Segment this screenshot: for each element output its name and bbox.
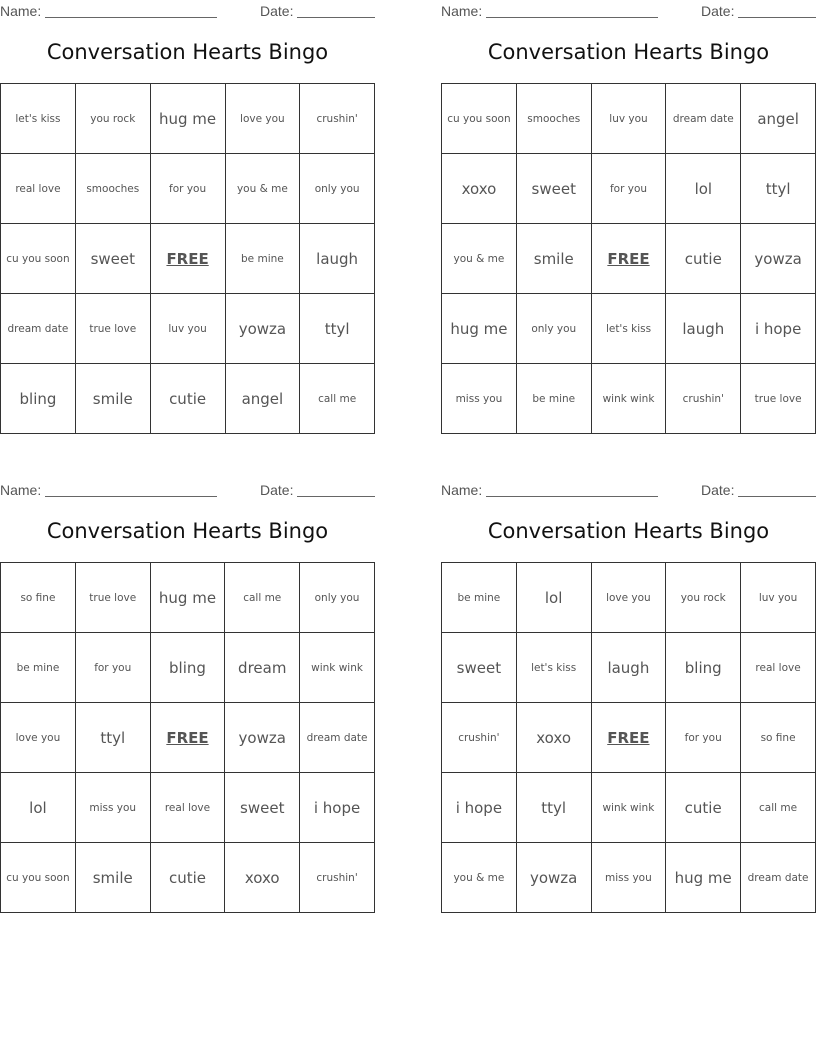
grid-row [1, 84, 375, 154]
grid-cell[interactable]: i hope [442, 773, 517, 843]
bingo-grid [0, 83, 375, 434]
grid-cell[interactable]: let's kiss [1, 84, 76, 154]
grid-cell[interactable]: crushin' [300, 843, 375, 913]
date-line[interactable] [738, 17, 816, 18]
grid-cell[interactable]: you & me [225, 154, 300, 224]
date-line[interactable] [297, 496, 375, 497]
grid-cell[interactable]: dream date [1, 294, 76, 364]
bingo-card [0, 479, 375, 887]
grid-cell[interactable]: only you [516, 294, 591, 364]
card-title: Conversation Hearts Bingo [487, 40, 770, 64]
grid-cell[interactable]: dream date [300, 703, 375, 773]
grid-row [442, 364, 816, 434]
grid-cell[interactable]: lol [1, 773, 76, 843]
grid-row [442, 294, 816, 364]
grid-cell[interactable]: sweet [516, 154, 591, 224]
grid-cell[interactable]: i hope [300, 773, 375, 843]
name-line[interactable] [45, 496, 217, 497]
grid-cell[interactable]: miss you [75, 773, 150, 843]
grid-cell[interactable]: only you [300, 563, 375, 633]
grid-cell[interactable]: cutie [150, 364, 225, 434]
grid-row [1, 773, 375, 843]
bingo-card [0, 0, 375, 408]
card-title: Conversation Hearts Bingo [46, 519, 329, 543]
grid-cell[interactable]: hug me [666, 843, 741, 913]
name-label: Name: [0, 482, 42, 498]
grid-row [442, 154, 816, 224]
grid-cell[interactable]: you rock [666, 563, 741, 633]
grid-cell[interactable]: you & me [442, 843, 517, 913]
grid-cell[interactable]: miss you [442, 364, 517, 434]
grid-cell[interactable]: dream date [666, 84, 741, 154]
grid-cell[interactable]: bling [150, 633, 225, 703]
grid-row [442, 224, 816, 294]
card-title: Conversation Hearts Bingo [487, 519, 770, 543]
grid-cell[interactable]: xoxo [225, 843, 300, 913]
bingo-card [441, 0, 816, 405]
grid-cell[interactable]: smile [516, 224, 591, 294]
grid-cell[interactable]: laugh [666, 294, 741, 364]
grid-cell[interactable]: be mine [225, 224, 300, 294]
grid-cell[interactable]: let's kiss [516, 633, 591, 703]
grid-cell[interactable]: real love [150, 773, 225, 843]
grid-row [1, 224, 375, 294]
free-space[interactable]: FREE [150, 224, 225, 294]
grid-cell[interactable]: ttyl [75, 703, 150, 773]
grid-cell[interactable]: i hope [741, 294, 816, 364]
grid-cell[interactable]: cu you soon [442, 84, 517, 154]
grid-cell[interactable]: smile [75, 364, 150, 434]
grid-cell[interactable]: crushin' [666, 364, 741, 434]
grid-row [442, 703, 816, 773]
grid-cell[interactable]: ttyl [741, 154, 816, 224]
grid-cell[interactable]: real love [741, 633, 816, 703]
grid-cell[interactable]: angel [225, 364, 300, 434]
grid-cell[interactable]: laugh [300, 224, 375, 294]
date-label: Date: [260, 482, 294, 498]
bingo-grid [441, 83, 816, 434]
grid-cell[interactable]: luv you [150, 294, 225, 364]
grid-cell[interactable]: dream date [741, 843, 816, 913]
grid-cell[interactable]: bling [1, 364, 76, 434]
grid-cell[interactable]: be mine [442, 563, 517, 633]
grid-cell[interactable]: angel [741, 84, 816, 154]
grid-cell[interactable]: sweet [75, 224, 150, 294]
grid-cell[interactable]: love you [591, 563, 666, 633]
grid-cell[interactable]: be mine [516, 364, 591, 434]
grid-row [1, 154, 375, 224]
grid-cell[interactable]: wink wink [591, 364, 666, 434]
grid-cell[interactable]: for you [150, 154, 225, 224]
grid-row [442, 563, 816, 633]
date-line[interactable] [738, 496, 816, 497]
free-space[interactable]: FREE [591, 224, 666, 294]
bingo-grid [441, 562, 816, 913]
grid-cell[interactable]: sweet [442, 633, 517, 703]
grid-cell[interactable]: true love [741, 364, 816, 434]
grid-cell[interactable]: call me [741, 773, 816, 843]
grid-cell[interactable]: love you [225, 84, 300, 154]
card-title: Conversation Hearts Bingo [46, 40, 329, 64]
grid-cell[interactable]: wink wink [300, 633, 375, 703]
grid-row [442, 84, 816, 154]
grid-cell[interactable]: only you [300, 154, 375, 224]
grid-cell[interactable]: wink wink [591, 773, 666, 843]
date-label: Date: [701, 3, 735, 19]
date-label: Date: [701, 482, 735, 498]
grid-cell[interactable]: crushin' [300, 84, 375, 154]
free-space[interactable]: FREE [150, 703, 225, 773]
grid-cell[interactable]: dream [225, 633, 300, 703]
grid-row [1, 563, 375, 633]
grid-cell[interactable]: miss you [591, 843, 666, 913]
grid-row [1, 633, 375, 703]
grid-cell[interactable]: hug me [150, 84, 225, 154]
grid-row [1, 843, 375, 913]
grid-cell[interactable]: for you [75, 633, 150, 703]
grid-cell[interactable]: xoxo [442, 154, 517, 224]
grid-cell[interactable]: hug me [150, 563, 225, 633]
grid-cell[interactable]: bling [666, 633, 741, 703]
grid-cell[interactable]: for you [666, 703, 741, 773]
grid-cell[interactable]: ttyl [516, 773, 591, 843]
grid-row [442, 773, 816, 843]
grid-cell[interactable]: cu you soon [1, 843, 76, 913]
grid-cell[interactable]: lol [516, 563, 591, 633]
grid-cell[interactable]: luv you [741, 563, 816, 633]
name-label: Name: [441, 482, 483, 498]
grid-cell[interactable]: laugh [591, 633, 666, 703]
bingo-grid [0, 562, 375, 913]
grid-cell[interactable]: call me [225, 563, 300, 633]
grid-cell[interactable]: true love [75, 294, 150, 364]
grid-cell[interactable]: yowza [225, 703, 300, 773]
grid-cell[interactable]: cutie [150, 843, 225, 913]
grid-cell[interactable]: lol [666, 154, 741, 224]
name-label: Name: [0, 3, 42, 19]
grid-cell[interactable]: true love [75, 563, 150, 633]
grid-cell[interactable]: for you [591, 154, 666, 224]
name-line[interactable] [486, 496, 658, 497]
grid-cell[interactable]: ttyl [300, 294, 375, 364]
grid-cell[interactable]: yowza [516, 843, 591, 913]
name-date-bar [441, 479, 816, 501]
date-label: Date: [260, 3, 294, 19]
name-line[interactable] [486, 17, 658, 18]
grid-cell[interactable]: cu you soon [1, 224, 76, 294]
grid-row [1, 703, 375, 773]
grid-cell[interactable]: smooches [75, 154, 150, 224]
grid-cell[interactable]: cutie [666, 224, 741, 294]
grid-cell[interactable]: luv you [591, 84, 666, 154]
grid-cell[interactable]: be mine [1, 633, 76, 703]
name-date-bar [0, 0, 375, 22]
name-date-bar [441, 0, 816, 22]
grid-cell[interactable]: let's kiss [591, 294, 666, 364]
grid-cell[interactable]: cutie [666, 773, 741, 843]
grid-row [1, 364, 375, 434]
bingo-card [441, 479, 816, 887]
name-label: Name: [441, 3, 483, 19]
grid-cell[interactable]: sweet [225, 773, 300, 843]
grid-cell[interactable]: so fine [1, 563, 76, 633]
grid-cell[interactable]: you & me [442, 224, 517, 294]
grid-cell[interactable]: smile [75, 843, 150, 913]
grid-cell[interactable]: xoxo [516, 703, 591, 773]
grid-cell[interactable]: smooches [516, 84, 591, 154]
grid-row [1, 294, 375, 364]
grid-cell[interactable]: you rock [75, 84, 150, 154]
free-space[interactable]: FREE [591, 703, 666, 773]
grid-cell[interactable]: call me [300, 364, 375, 434]
grid-row [442, 633, 816, 703]
grid-row [442, 843, 816, 913]
date-line[interactable] [297, 17, 375, 18]
grid-cell[interactable]: so fine [741, 703, 816, 773]
grid-cell[interactable]: hug me [442, 294, 517, 364]
name-line[interactable] [45, 17, 217, 18]
grid-cell[interactable]: yowza [741, 224, 816, 294]
grid-cell[interactable]: yowza [225, 294, 300, 364]
grid-cell[interactable]: love you [1, 703, 76, 773]
grid-cell[interactable]: real love [1, 154, 76, 224]
grid-cell[interactable]: crushin' [442, 703, 517, 773]
name-date-bar [0, 479, 375, 501]
